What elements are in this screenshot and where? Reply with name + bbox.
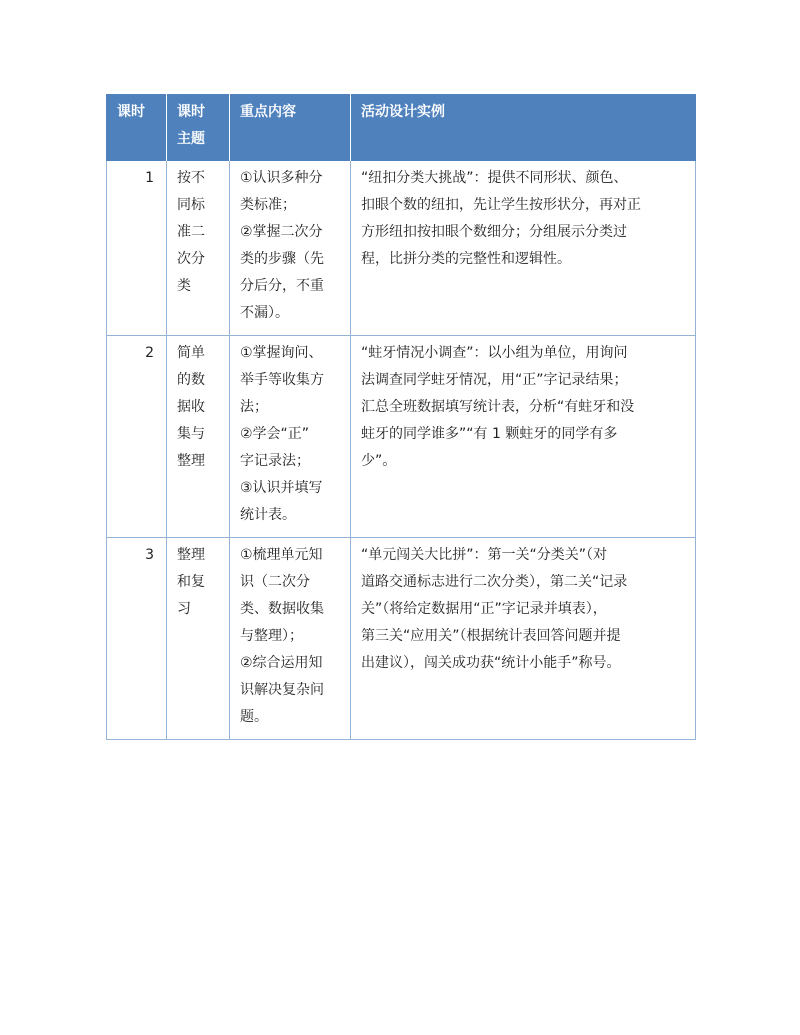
text-line: 的数 <box>177 372 205 388</box>
table-row <box>107 336 696 538</box>
text-line: 和复 <box>177 574 205 590</box>
text-line: 类的步骤（先 <box>240 251 324 267</box>
lesson-number-cell: 1 <box>107 161 167 336</box>
text-line: ②综合运用知 <box>240 655 323 671</box>
lesson-plan-table-container <box>106 94 695 740</box>
text-line: ①梳理单元知 <box>240 547 323 563</box>
lesson-topic-cell <box>167 538 230 740</box>
text-line: “蛀牙情况小调查”：以小组为单位，用询问 <box>361 345 628 361</box>
text-line: ②学会“正” <box>240 426 310 442</box>
key-content-cell <box>230 336 351 538</box>
activity-cell <box>351 336 696 538</box>
text-line: 简单 <box>177 345 205 361</box>
table-header-row <box>107 95 696 162</box>
text-line: ①掌握询问、 <box>240 345 323 361</box>
text-line: 法； <box>240 399 268 415</box>
text-line: “纽扣分类大挑战”：提供不同形状、颜色、 <box>361 170 628 186</box>
text-line: 字记录法； <box>240 453 310 469</box>
activity-cell <box>351 161 696 336</box>
key-content-cell <box>230 538 351 740</box>
header-topic-line: 课时 <box>177 104 205 120</box>
text-line: 扣眼个数的纽扣，先让学生按形状分，再对正 <box>361 197 641 213</box>
text-line: ①认识多种分 <box>240 170 323 186</box>
text-line: 举手等收集方 <box>240 372 324 388</box>
lesson-topic-cell <box>167 161 230 336</box>
text-line: 类标准； <box>240 197 296 213</box>
header-key-content: 重点内容 <box>230 95 351 162</box>
text-line: 整理 <box>177 547 205 563</box>
text-line: ③认识并填写 <box>240 480 323 496</box>
text-line: “单元闯关大比拼”：第一关“分类关”（对 <box>361 547 608 563</box>
header-lesson-number: 课时 <box>107 95 167 162</box>
text-line: 方形纽扣按扣眼个数细分；分组展示分类过 <box>361 224 627 240</box>
text-line: 统计表。 <box>240 507 296 523</box>
text-line: ②掌握二次分 <box>240 224 323 240</box>
text-line: 据收 <box>177 399 205 415</box>
text-line: 不漏）。 <box>240 305 289 321</box>
text-line: 出建议），闯关成功获“统计小能手”称号。 <box>361 655 621 671</box>
text-line: 道路交通标志进行二次分类），第二关“记录 <box>361 574 628 590</box>
lesson-number-cell: 3 <box>107 538 167 740</box>
header-activity-design: 活动设计实例 <box>351 95 696 162</box>
text-line: 识（二次分 <box>240 574 310 590</box>
lesson-number-cell: 2 <box>107 336 167 538</box>
text-line: 关”（将给定数据用“正”字记录并填表）， <box>361 601 607 617</box>
text-line: 法调查同学蛀牙情况，用“正”字记录结果； <box>361 372 628 388</box>
lesson-plan-table <box>106 94 696 740</box>
text-line: 蛀牙的同学谁多”“有 1 颗蛀牙的同学有多 <box>361 426 618 442</box>
header-lesson-topic <box>167 95 230 162</box>
text-line: 按不 <box>177 170 205 186</box>
text-line: 同标 <box>177 197 205 213</box>
text-line: 识解决复杂问 <box>240 682 324 698</box>
text-line: 类、数据收集 <box>240 601 324 617</box>
text-line: 整理 <box>177 453 205 469</box>
text-line: 少”。 <box>361 453 397 469</box>
text-line: 准二 <box>177 224 205 240</box>
activity-cell <box>351 538 696 740</box>
text-line: 类 <box>177 278 191 294</box>
text-line: 分后分，不重 <box>240 278 324 294</box>
text-line: 习 <box>177 601 191 617</box>
header-topic-line: 主题 <box>177 131 205 147</box>
text-line: 汇总全班数据填写统计表，分析“有蛀牙和没 <box>361 399 635 415</box>
text-line: 程，比拼分类的完整性和逻辑性。 <box>361 251 571 267</box>
table-row <box>107 538 696 740</box>
text-line: 与整理）； <box>240 628 303 644</box>
key-content-cell <box>230 161 351 336</box>
text-line: 第三关“应用关”（根据统计表回答问题并提 <box>361 628 621 644</box>
table-row <box>107 161 696 336</box>
text-line: 题。 <box>240 709 268 725</box>
text-line: 集与 <box>177 426 205 442</box>
text-line: 次分 <box>177 251 205 267</box>
lesson-topic-cell <box>167 336 230 538</box>
